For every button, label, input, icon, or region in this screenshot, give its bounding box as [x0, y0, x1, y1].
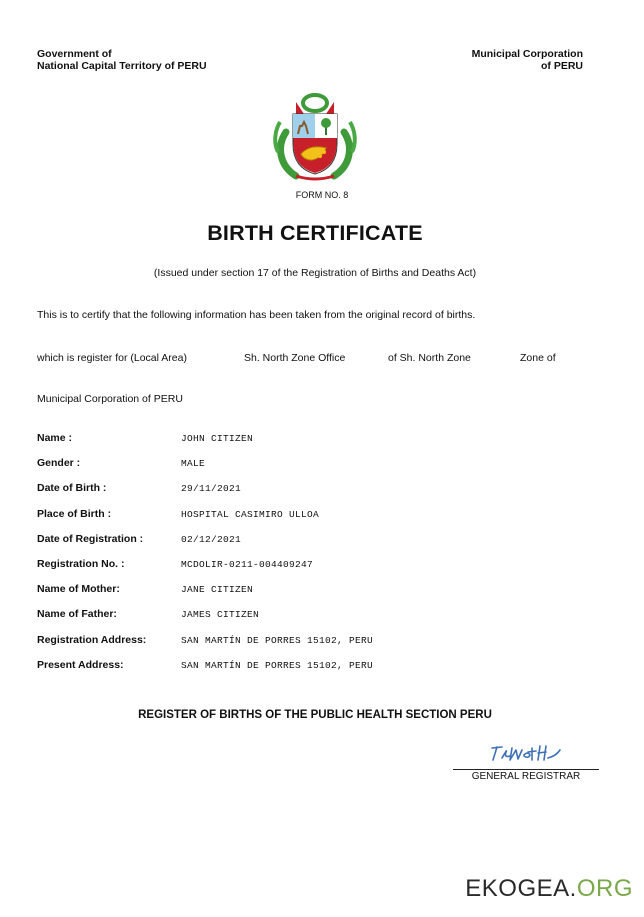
detail-label: Date of Birth : [37, 482, 107, 495]
document-subtitle: (Issued under section 17 of the Registration of Births and Deaths Act) [153, 267, 477, 279]
detail-label: Registration No. : [37, 557, 125, 570]
detail-value: JAMES CITIZEN [181, 609, 260, 621]
detail-value: MCDOLIR-0211-004409247 [181, 558, 314, 570]
detail-row-father [37, 608, 597, 633]
header-government [37, 48, 207, 72]
detail-label: Present Address: [37, 658, 124, 671]
document-title: BIRTH CERTIFICATE [207, 221, 423, 245]
detail-row-date-of-birth [37, 482, 597, 507]
zone-of-label: Zone of [520, 352, 556, 364]
detail-row-date-of-registration [37, 533, 597, 558]
detail-label: Gender : [37, 457, 81, 470]
detail-label: Name of Father: [37, 608, 117, 621]
detail-value: JOHN CITIZEN [181, 433, 254, 444]
detail-label: Registration Address: [37, 633, 147, 646]
watermark-accent: ORG [576, 875, 633, 902]
details-list [37, 432, 597, 684]
signature-line [453, 769, 599, 770]
detail-label: Name of Mother: [37, 583, 120, 596]
detail-row-name [37, 432, 597, 457]
detail-label: Date of Registration : [37, 532, 144, 545]
register-heading: REGISTER OF BIRTHS OF THE PUBLIC HEALTH SECTION PERU [138, 709, 492, 721]
detail-value: SAN MARTÍN DE PORRES 15102, PERU [181, 634, 374, 646]
form-number: FORM NO. 8 [295, 190, 349, 200]
detail-value: SAN MARTÍN DE PORRES 15102, PERU [181, 659, 374, 671]
header-municipal-line2: of PERU [541, 60, 583, 72]
header-municipal [472, 48, 583, 72]
municipal-corporation: Municipal Corporation of PERU [37, 393, 183, 405]
detail-value: 02/12/2021 [181, 533, 242, 545]
registrar-signature [488, 742, 562, 764]
detail-label: Name : [37, 432, 73, 444]
header-government-line2: National Capital Territory of PERU [37, 60, 207, 72]
detail-value: HOSPITAL CASIMIRO ULLOA [181, 508, 320, 520]
local-area-office: Sh. North Zone Office [244, 352, 346, 364]
local-area-label: which is register for (Local Area) [37, 352, 187, 364]
peru-coat-of-arms-icon [266, 92, 364, 182]
detail-row-mother [37, 583, 597, 608]
header-government-line1: Government of [37, 48, 112, 60]
certify-statement: This is to certify that the following information has been taken from the original record of births. [37, 309, 476, 321]
detail-row-present-address [37, 659, 597, 684]
detail-row-place-of-birth [37, 508, 597, 533]
detail-row-gender [37, 457, 597, 482]
detail-row-registration-number [37, 558, 597, 583]
local-area-zone: of Sh. North Zone [388, 352, 471, 364]
detail-value: 29/11/2021 [181, 483, 242, 495]
detail-value: MALE [181, 458, 206, 470]
signature-label: GENERAL REGISTRAR [471, 771, 581, 782]
detail-label: Place of Birth : [37, 507, 112, 520]
watermark-logo [465, 875, 633, 903]
detail-value: JANE CITIZEN [181, 584, 254, 596]
header-municipal-line1: Municipal Corporation [471, 48, 583, 60]
detail-row-registration-address [37, 634, 597, 659]
watermark-main: EKOGEA. [465, 875, 577, 902]
